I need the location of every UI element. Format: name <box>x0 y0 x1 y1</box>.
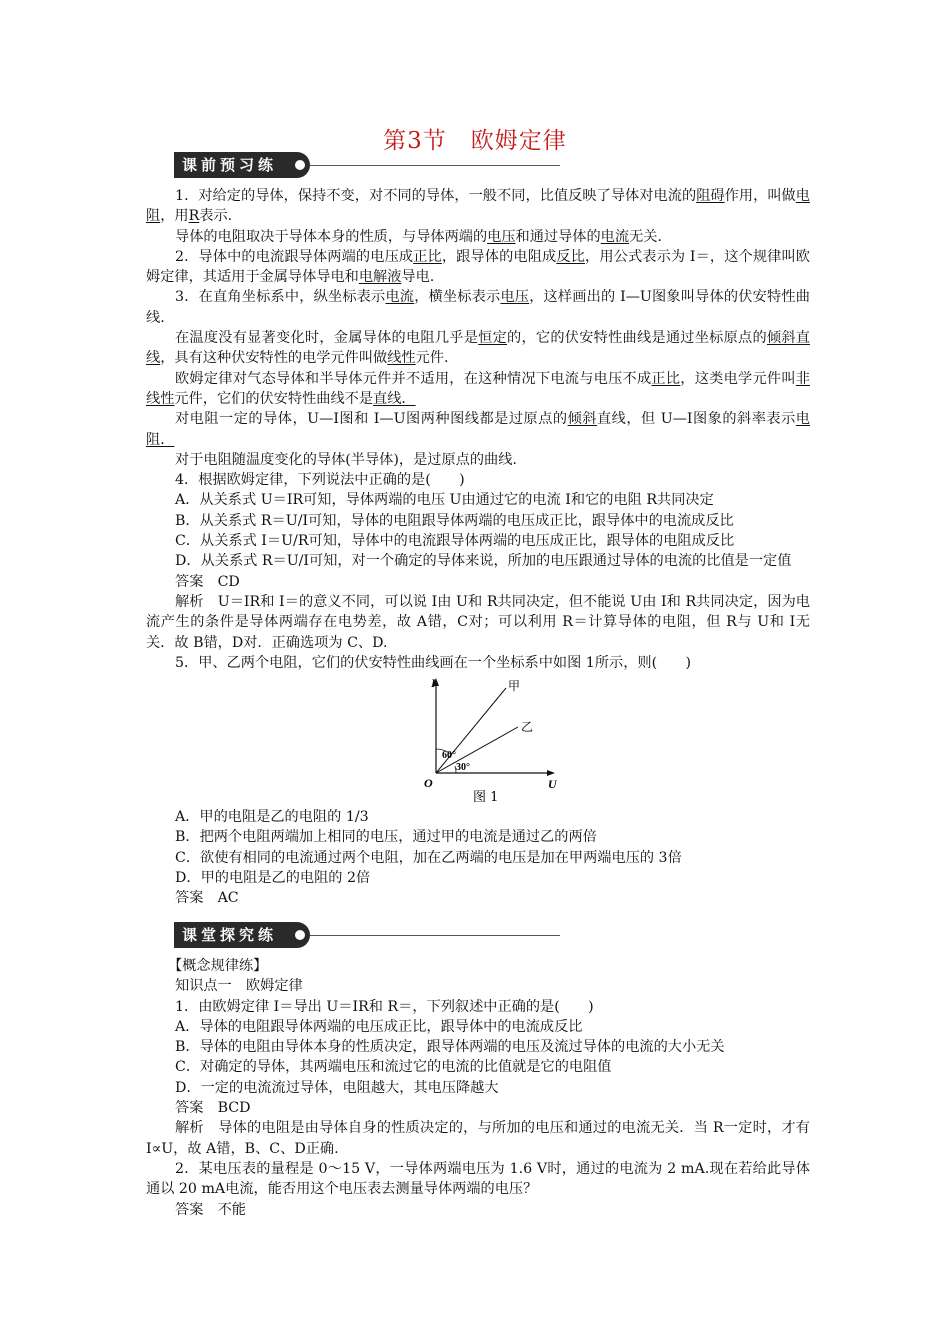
option-d: D．甲的电阻是乙的电阻的 2倍 <box>175 870 371 887</box>
x-axis-arrow-icon <box>547 770 555 776</box>
answer: 答案 BCD <box>175 1100 251 1117</box>
line-jia-label: 甲 <box>508 679 521 694</box>
paragraph: 1．对给定的导体，保持不变，对不同的导体，一般不同，比值反映了导体对电流的阻碍作用，叫做电阻，用R表示. <box>146 188 810 225</box>
classroom-section <box>146 956 810 1220</box>
y-axis-label: I <box>431 676 436 691</box>
paragraph: 在温度没有显著变化时，金属导体的电阻几乎是恒定的，它的伏安特性曲线是通过坐标原点的倾斜直线，具有这种伏安特性的电学元件叫做线性元件. <box>146 330 810 367</box>
paragraph: 欧姆定律对气态导体和半导体元件并不适用，在这种情况下电流与电压不成正比，这类电学元件叫非线性元件，它们的伏安特性曲线不是直线． <box>146 370 810 407</box>
option-c: C．从关系式 I＝U/R可知，导体中的电流跟导体两端的电压成正比，跟导体的电阻成反比 <box>175 533 735 550</box>
question-4: 4．根据欧姆定律，下列说法中正确的是( ) <box>175 472 465 489</box>
option-a: A．从关系式 U＝IR可知，导体两端的电压 U由通过它的电流 I和它的电阻 R共同决定 <box>175 492 714 509</box>
option-a: A．导体的电阻跟导体两端的电压成正比，跟导体中的电流成反比 <box>175 1018 583 1035</box>
angle-30-label: 30° <box>456 762 470 774</box>
option-c: C．欲使有相同的电流通过两个电阻，加在乙两端的电压是加在甲两端电压的 3倍 <box>175 849 682 866</box>
preview-section <box>146 186 810 909</box>
origin-label: O <box>424 776 433 791</box>
x-axis-label: U <box>548 777 557 792</box>
figure-caption: 图 1 <box>473 790 499 806</box>
banner-dot-icon <box>294 159 306 171</box>
question-5: 5．甲、乙两个电阻，它们的伏安特性曲线画在一个坐标系中如图 1所示，则( ) <box>175 654 692 671</box>
paragraph: 对于电阻随温度变化的导体(半导体)，是过原点的曲线. <box>175 451 517 468</box>
question-2: 2．某电压表的量程是 0～15 V，一导体两端电压为 1.6 V时，通过的电流为 2 mA.现在若给此导体通以 20 mA电流，能否用这个电压表去测量导体两端的电压？ <box>146 1160 810 1198</box>
banner-dot-icon <box>294 929 306 941</box>
banner-label: 课前预习练 <box>182 156 278 174</box>
figure-1 <box>146 675 810 807</box>
option-b: B．导体的电阻由导体本身的性质决定，跟导体两端的电压及流过导体的电流的大小无关 <box>175 1039 725 1056</box>
option-c: C．对确定的导体，其两端电压和流过它的电流的比值就是它的电阻值 <box>175 1059 612 1076</box>
banner-rule <box>310 165 560 166</box>
paragraph: 3．在直角坐标系中，纵坐标表示电流，横坐标表示电压，这样画出的 I—U图象叫导体的伏安特性曲线. <box>146 289 810 326</box>
answer: 答案 CD <box>175 573 240 590</box>
option-b: B．把两个电阻两端加上相同的电压，通过甲的电流是通过乙的两倍 <box>175 829 597 846</box>
banner-label: 课堂探究练 <box>182 926 278 944</box>
paragraph: 2．导体中的电流跟导体两端的电压成正比，跟导体的电阻成反比，用公式表示为 I＝，这个规律叫欧姆定律，其适用于金属导体导电和电解液导电. <box>146 248 810 286</box>
option-d: D．从关系式 R＝U/I可知，对一个确定的导体来说，所加的电压跟通过导体的电流的比值是一定值 <box>175 553 792 570</box>
section-banner-preview <box>174 152 560 178</box>
question-1: 1．由欧姆定律 I＝导出 U＝IR和 R＝，下列叙述中正确的是( ) <box>175 998 594 1015</box>
knowledge-point: 知识点一 欧姆定律 <box>175 978 303 995</box>
banner-rule <box>310 935 560 936</box>
iu-graph <box>426 675 576 805</box>
paragraph: 导体的电阻取决于导体本身的性质，与导体两端的电压和通过导体的电流无关. <box>175 228 662 245</box>
explanation: 解析 U＝IR和 I＝的意义不同，可以说 I由 U和 R共同决定，但不能说 U由 I和 R共同决定，因为电流产生的条件是导体两端存在电势差，故 A错，C对；可以利用 R＝计算导体的电阻，但 R与 U和 I无关．故 B错，D对．正确选项为 C、D. <box>146 593 810 651</box>
paragraph: 对电阻一定的导体，U—I图和 I—U图两种图线都是过原点的倾斜直线，但 U—I图象的斜率表示电阻． <box>146 411 810 448</box>
section-banner-classroom <box>174 922 560 948</box>
option-b: B．从关系式 R＝U/I可知，导体的电阻跟导体两端的电压成正比，跟导体中的电流成反比 <box>175 512 734 529</box>
explanation: 解析 导体的电阻是由导体自身的性质决定的，与所加的电压和通过的电流无关．当 R一定时，才有 I∝U，故 A错，B、C、D正确. <box>146 1120 810 1157</box>
line-yi-label: 乙 <box>521 720 534 735</box>
answer: 答案 不能 <box>175 1201 246 1218</box>
page-title: 第3节 欧姆定律 <box>383 128 567 154</box>
angle-60-label: 60° <box>442 750 456 762</box>
option-a: A．甲的电阻是乙的电阻的 1/3 <box>175 809 369 826</box>
section-heading: 【概念规律练】 <box>168 958 268 974</box>
option-d: D．一定的电流流过导体，电阻越大，其电压降越大 <box>175 1079 499 1096</box>
answer: 答案 AC <box>175 890 239 907</box>
